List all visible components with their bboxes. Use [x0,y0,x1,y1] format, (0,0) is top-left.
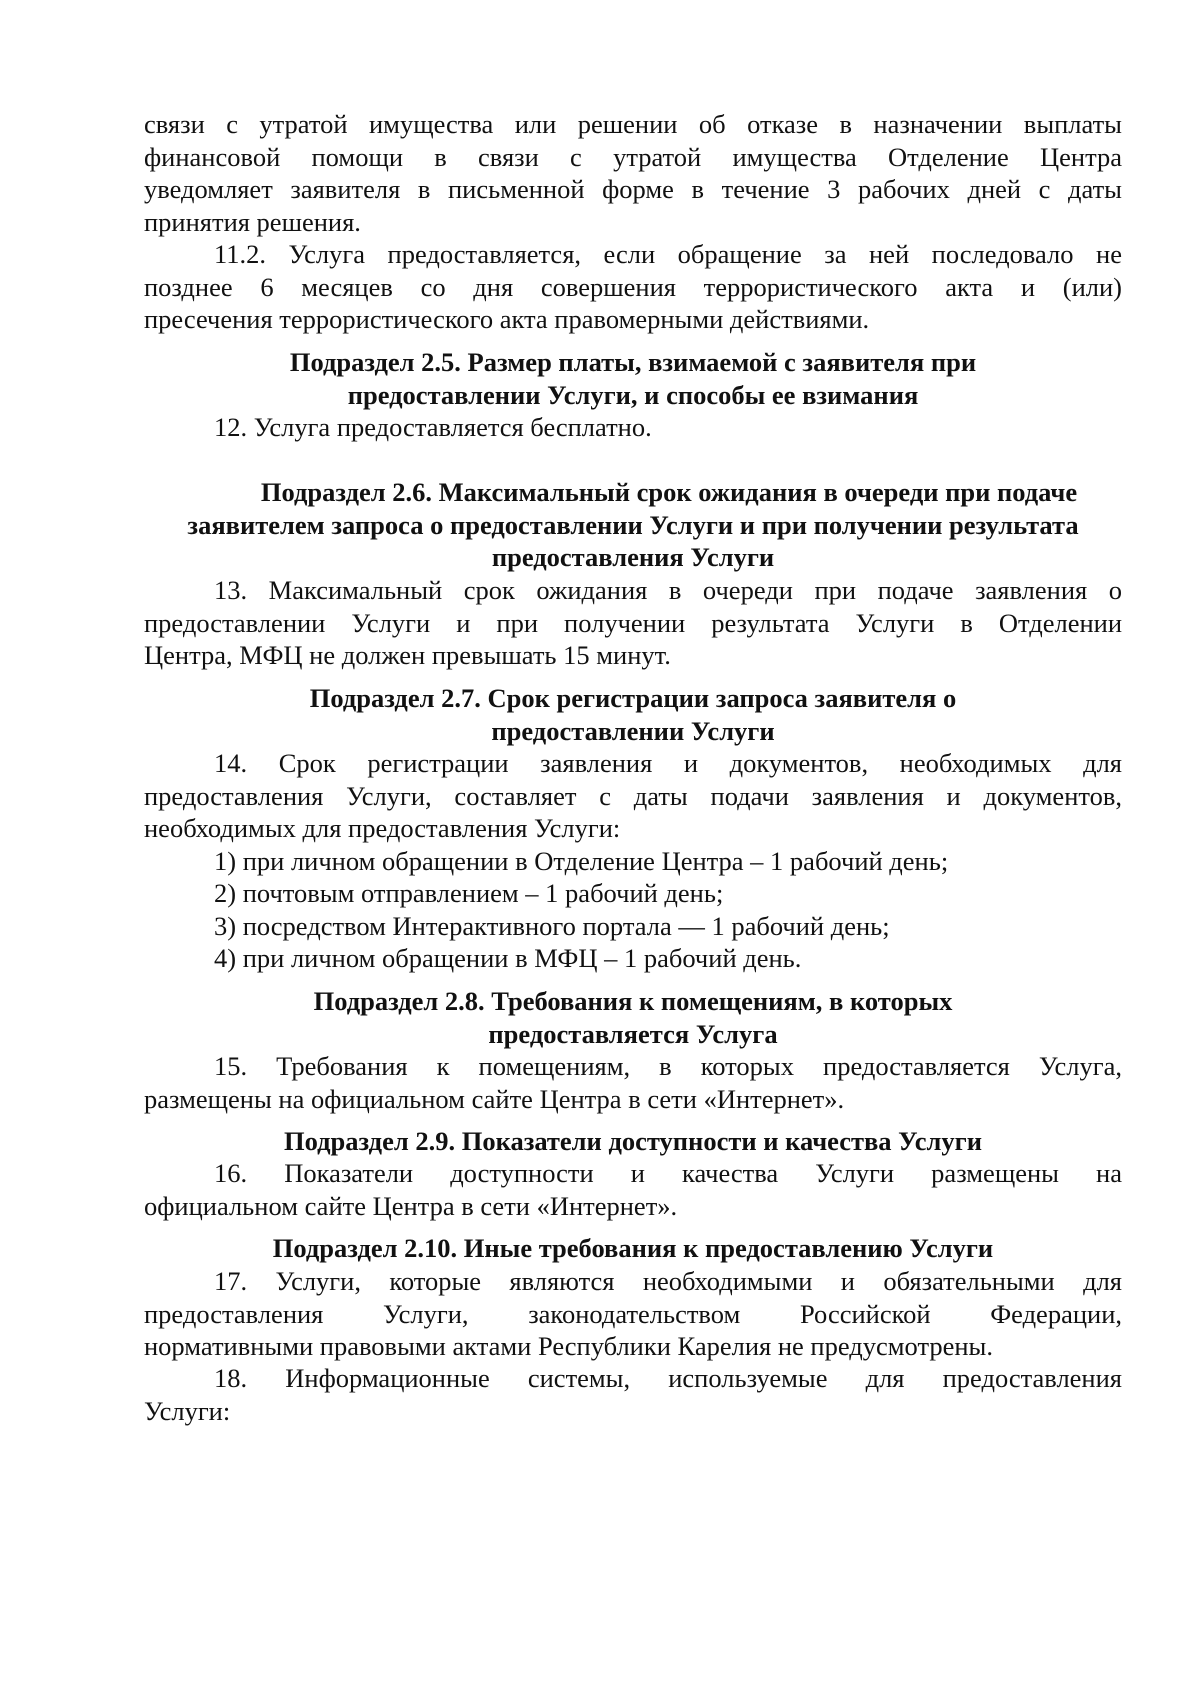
text-line: Услуги: [144,1395,231,1426]
paragraph-14 [144,747,1122,975]
paragraph-17 [144,1265,1122,1363]
heading-line: предоставлении Услуги [491,715,775,746]
text-line: 12. Услуга предоставляется бесплатно. [214,412,652,442]
list-item: 3) посредством Интерактивного портала — 1 рабочий день; [214,910,890,941]
text-line: 13. Максимальный срок ожидания в очереди при подаче заявления о [214,575,1122,605]
text-line: предоставления Услуги, составляет с даты подачи заявления и документов, [144,780,1122,811]
paragraph-continuation [144,108,1122,238]
heading-line: Подраздел 2.10. Иные требования к предоставлению Услуги [272,1233,994,1263]
text-line: 15. Требования к помещениям, в которых предоставляется Услуга, [214,1051,1122,1081]
text-line: предоставлении Услуги и при получении результата Услуги в Отделении [144,607,1122,638]
section-heading-2-10 [144,1232,1122,1265]
list-item: 4) при личном обращении в МФЦ – 1 рабочий день. [214,943,802,973]
heading-line: Подраздел 2.5. Размер платы, взимаемой с заявителя при [289,347,977,377]
list-item: 2) почтовым отправлением – 1 рабочий день; [214,878,724,908]
paragraph-12 [144,411,1122,444]
text-line: необходимых для предоставления Услуги: [144,813,621,843]
text-line: нормативными правовыми актами Республики Карелия не предусмотрены. [144,1331,993,1361]
heading-line: предоставляется Услуга [488,1018,778,1049]
paragraph-16 [144,1157,1122,1222]
list-item: 1) при личном обращении в Отделение Центра – 1 рабочий день; [214,845,949,876]
text-line: 14. Срок регистрации заявления и документов, необходимых для [214,748,1122,778]
heading-line: заявителем запроса о предоставлении Услуги и при получении результата [187,509,1079,540]
text-line: уведомляет заявителя в письменной форме в течение 3 рабочих дней с даты [144,174,1122,204]
paragraph-13 [144,574,1122,672]
text-line: предоставления Услуги, законодательством Российской Федерации, [144,1298,1122,1329]
text-line: позднее 6 месяцев со дня совершения террористического акта и (или) [144,271,1122,302]
section-heading-2-8 [144,985,1122,1050]
text-line: 18. Информационные системы, используемые для предоставления [214,1363,1122,1393]
text-line: размещены на официальном сайте Центра в сети «Интернет». [144,1083,845,1114]
section-heading-2-5 [144,346,1122,411]
text-line: 17. Услуги, которые являются необходимыми и обязательными для [214,1266,1122,1296]
text-line: принятия решения. [144,206,361,237]
text-line: официальном сайте Центра в сети «Интернет». [144,1190,678,1221]
heading-line: Подраздел 2.6. Максимальный срок ожидания в очереди при подаче [260,477,1078,507]
heading-line: Подраздел 2.9. Показатели доступности и качества Услуги [284,1126,982,1156]
paragraph-11-2 [144,238,1122,336]
text-line: 16. Показатели доступности и качества Услуги размещены на [214,1158,1122,1188]
text-line: Центра, МФЦ не должен превышать 15 минут. [144,640,671,670]
section-heading-2-9 [144,1125,1122,1158]
heading-line: предоставлении Услуги, и способы ее взимания [347,379,919,410]
section-heading-2-7 [144,682,1122,747]
text-line: 11.2. Услуга предоставляется, если обращение за ней последовало не [214,239,1122,269]
text-line: пресечения террористического акта правомерными действиями. [144,304,870,334]
heading-line: Подраздел 2.7. Срок регистрации запроса заявителя о [309,683,957,713]
heading-line: Подраздел 2.8. Требования к помещениям, в которых [313,986,953,1016]
paragraph-15 [144,1050,1122,1115]
text-line: финансовой помощи в связи с утратой имущества Отделение Центра [144,141,1122,172]
section-heading-2-6 [144,476,1122,574]
text-line: связи с утратой имущества или решении об отказе в назначении выплаты [144,109,1122,139]
paragraph-18 [144,1362,1122,1427]
heading-line: предоставления Услуги [491,542,775,572]
